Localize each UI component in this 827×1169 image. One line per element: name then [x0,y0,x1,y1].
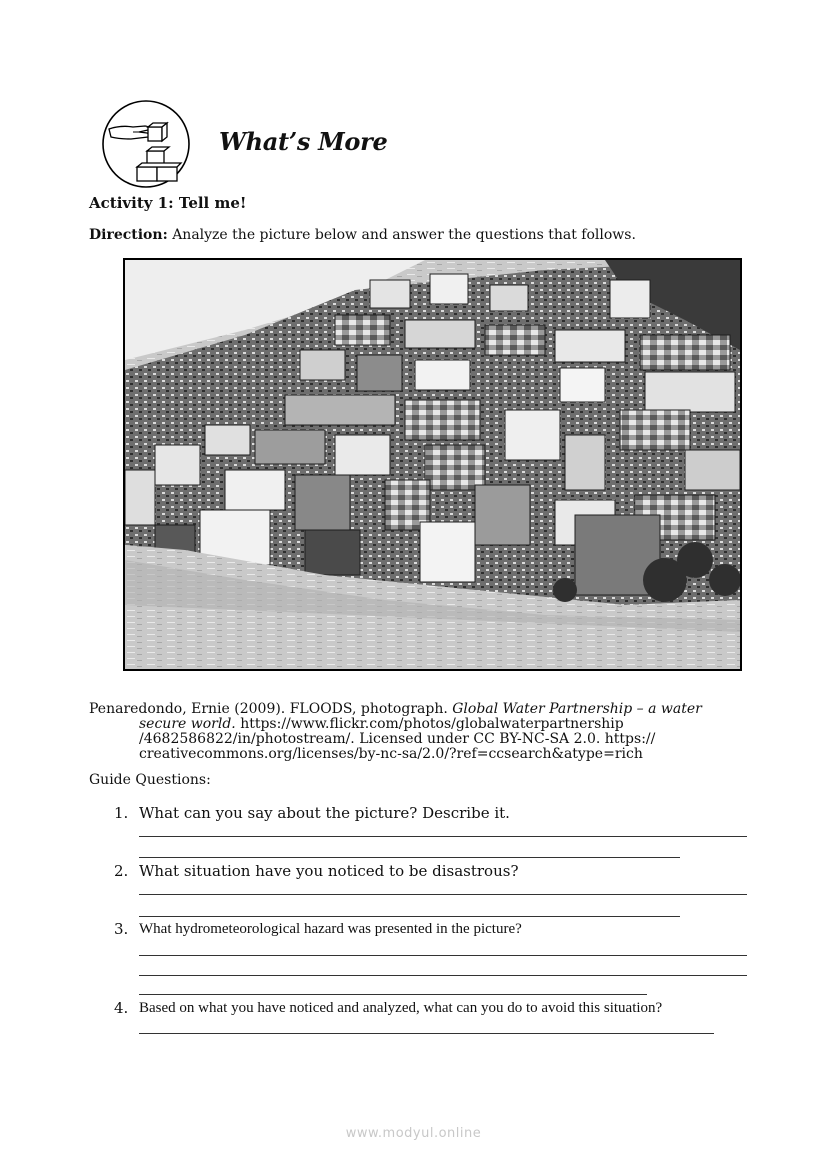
answer-line[interactable] [139,1033,714,1034]
citation-author: Penaredondo, Ernie (2009). FLOODS, photograph. [89,701,453,717]
question-text: What hydrometeorological hazard was presented in the picture? [139,921,522,937]
flood-photograph [123,258,742,671]
answer-line[interactable] [139,955,747,956]
activity-heading: Activity 1: Tell me! [89,194,247,212]
question-number: 4. [114,999,129,1017]
answer-line[interactable] [139,975,747,976]
question-number: 1. [114,804,129,822]
citation-source-cont: secure world. [139,716,236,732]
guide-questions-label: Guide Questions: [89,772,211,788]
whats-more-icon [101,99,191,189]
question-number: 2. [114,862,129,880]
section-title: What’s More [219,127,388,156]
question-text: Based on what you have noticed and analyzed, what can you do to avoid this situation? [139,1000,663,1016]
citation-source: Global Water Partnership – a water [452,701,702,717]
answer-line[interactable] [139,994,647,995]
question-text: What can you say about the picture? Describe it. [139,804,510,822]
direction-body: Analyze the picture below and answer the questions that follows. [167,227,636,243]
direction-text [89,227,636,243]
answer-line[interactable] [139,836,747,837]
citation-url-cont: /4682586822/in/photostream/. Licensed under CC BY-NC-SA 2.0. https:// [139,731,656,747]
answer-line[interactable] [139,894,747,895]
question-number: 3. [114,920,129,938]
answer-line[interactable] [139,857,680,858]
citation-url: https://www.flickr.com/photos/globalwaterpartnership [235,716,624,732]
question-text: What situation have you noticed to be disastrous? [139,862,519,880]
answer-line[interactable] [139,916,680,917]
direction-label: Direction: [89,227,168,243]
citation-license-url: creativecommons.org/licenses/by-nc-sa/2.0/?ref=ccsearch&atype=rich [139,746,643,762]
photo-citation [89,702,749,762]
footer-watermark: www.modyul.online [345,1126,482,1141]
